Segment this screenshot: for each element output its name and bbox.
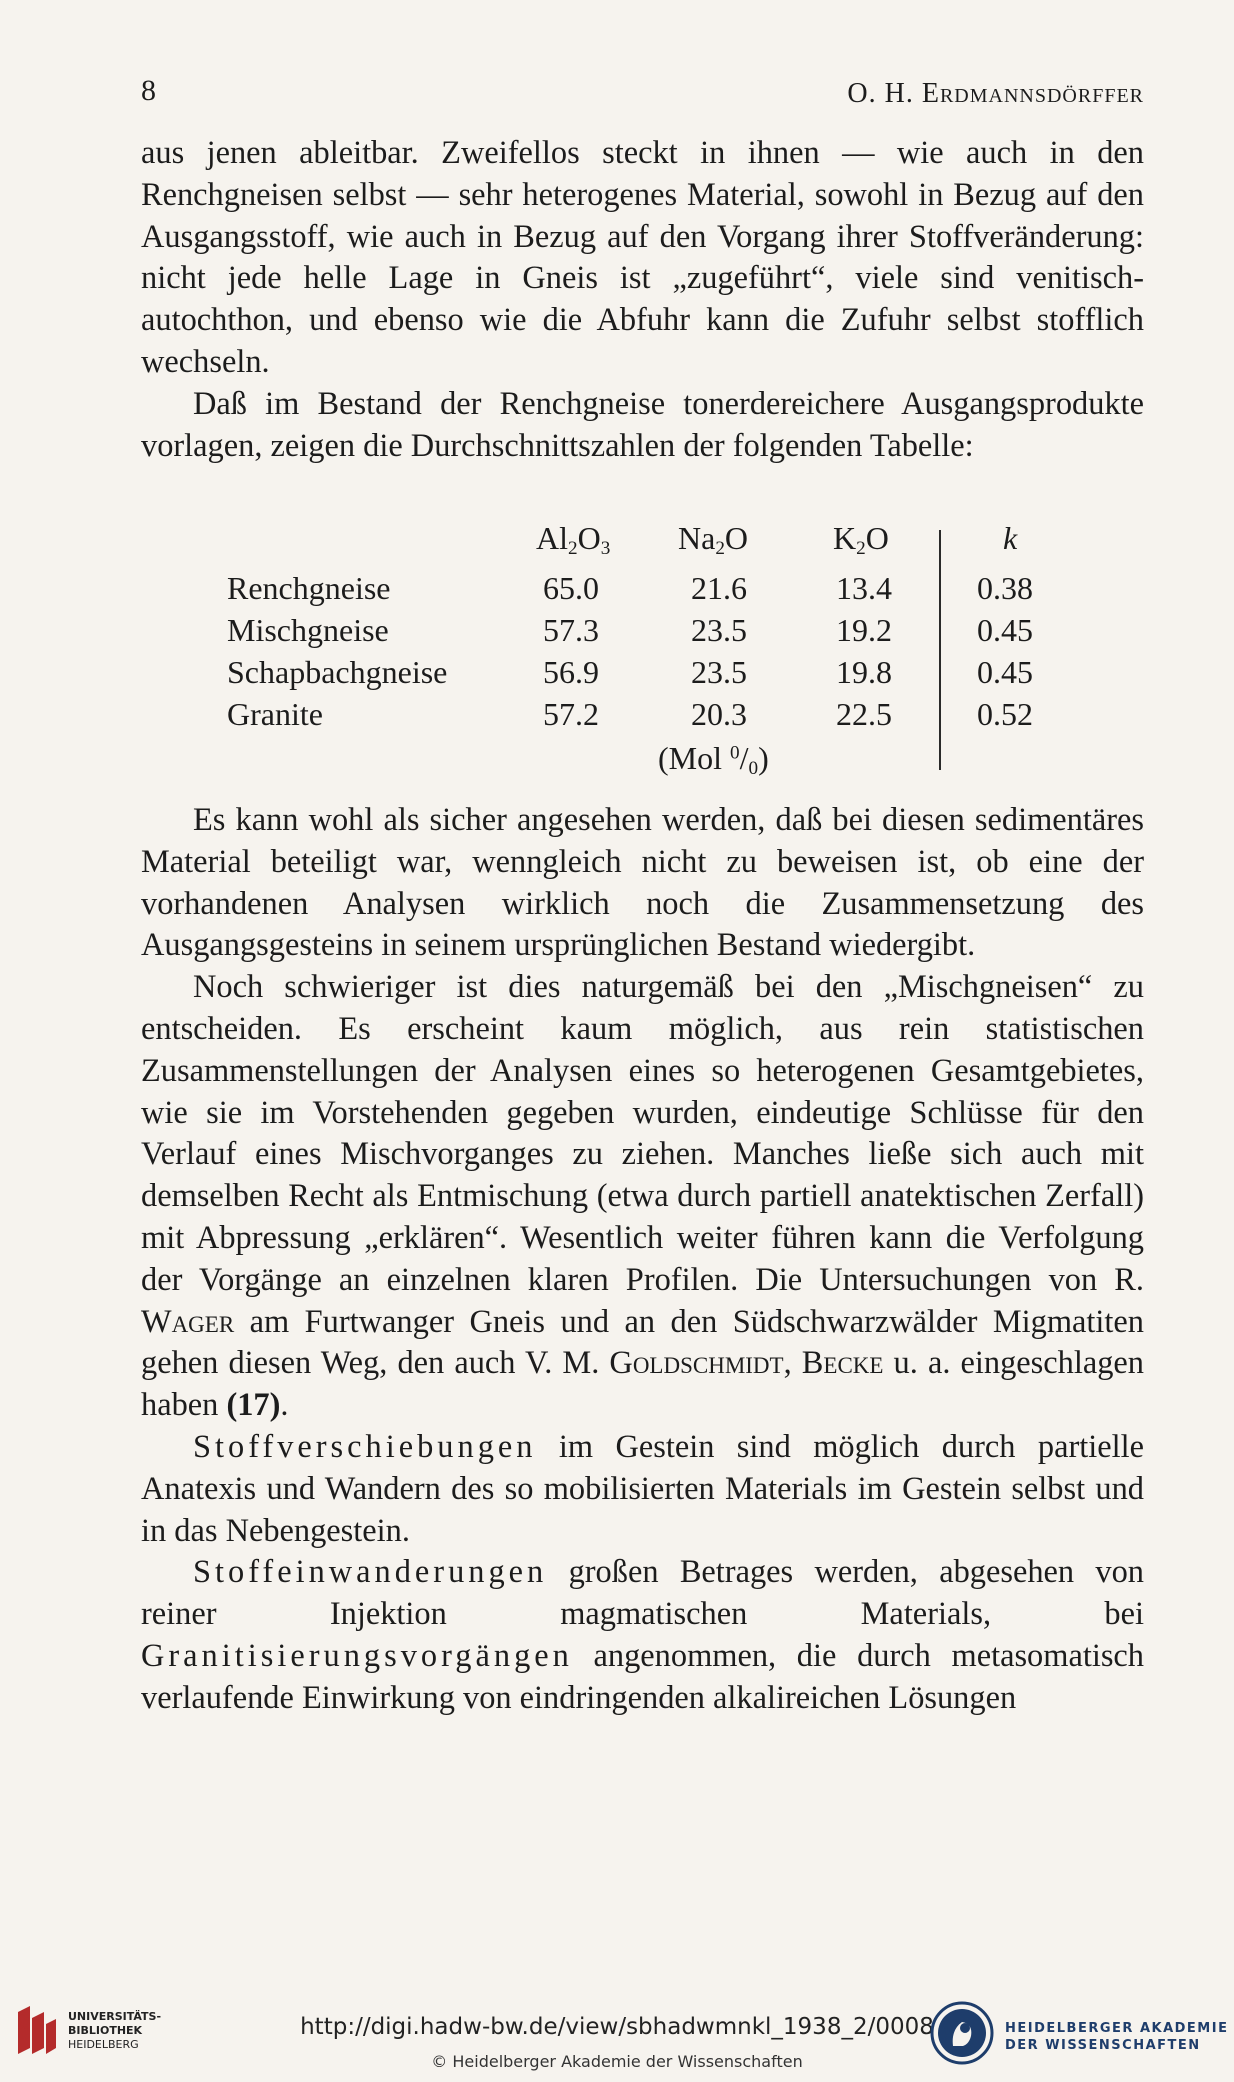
unit-label: (Mol $^0/_0$) xyxy=(658,740,769,779)
oxide-table xyxy=(225,520,1055,778)
spaced-term: Granitisierungsvorgängen xyxy=(141,1637,573,1674)
row-label: Granite xyxy=(227,696,323,732)
author-initials: O. H. xyxy=(847,78,922,109)
cell-al2o3: 57.3 xyxy=(543,612,599,648)
cell-k: 0.38 xyxy=(977,570,1033,606)
cell-na2o: 23.5 xyxy=(691,654,747,690)
page-number: 8 xyxy=(141,74,156,107)
cell-al2o3: 57.2 xyxy=(543,696,599,732)
cell-k: 0.45 xyxy=(977,612,1033,648)
author-becke: Becke xyxy=(801,1345,884,1382)
cell-al2o3: 65.0 xyxy=(543,570,599,606)
author-goldschmidt: Goldschmidt xyxy=(609,1345,784,1382)
paragraph: Noch schwieriger ist dies naturgemäß bei den „Mischgneisen“ zu entscheiden. Es erscheint kaum möglich, aus rein statistischen Zusammenstellungen der Analysen eines so heterogenen Gesamtgebietes, wie sie im Vorstehenden gegeben wurden, eindeutige Schlüsse für den Verlauf eines Mischvorganges zu ziehen. Manches ließe sich auch mit demselben Recht als Entmischung (etwa durch partiell anatektischen Zerfall) mit Abpressung „erklären“. Wesentlich weiter führen kann die Verfolgung der Vorgänge an einzelnen klaren Profilen. Die Untersuchungen von R. Wager am Furtwanger Gneis und an den Südschwarzwälder Migmatiten gehen diesen Weg, den auch V. M. Goldschmidt, Becke u. a. eingeschlagen haben (17). xyxy=(141,969,1144,1424)
copyright-notice: © Heidelberger Akademie der Wissenschaften xyxy=(431,2052,803,2071)
author-surname: Erdmannsdörffer xyxy=(921,78,1144,109)
cell-k: 0.45 xyxy=(977,654,1033,690)
paragraph: aus jenen ableitbar. Zweifellos steckt in ihnen — wie auch in den Renchgneisen selbst — sehr heterogenes Material, sowohl in Bezug auf den Ausgangsstoff, wie auch in Bezug auf den Vorgang ihrer Stoffveränderung: nicht jede helle Lage in Gneis ist „zugeführt“, viele sind venitisch-autochthon, und ebenso wie die Abfuhr kann die Zufuhr selbst stofflich wechseln. xyxy=(141,135,1144,380)
spaced-term: Stoffverschiebungen xyxy=(193,1428,537,1465)
header-na2o: $Na_2O$ xyxy=(678,520,749,559)
header-k-ratio: k xyxy=(1003,520,1018,556)
column-divider xyxy=(939,530,941,770)
academy-logo: HEIDELBERGER AKADEMIE DER WISSENSCHAFTEN xyxy=(929,2000,1214,2070)
cell-k2o: 22.5 xyxy=(836,696,892,732)
row-label: Mischgneise xyxy=(227,612,389,648)
cell-k: 0.52 xyxy=(977,696,1033,732)
paragraph: Es kann wohl als sicher angesehen werden, daß bei diesen sedimentäres Material beteiligt war, wenngleich nicht zu beweisen ist, ob eine der vorhandenen Analysen wirklich noch die Zusammensetzung des Ausgangsgesteins in seinem ursprünglichen Bestand wiedergibt. xyxy=(141,802,1144,964)
running-head xyxy=(847,78,1144,110)
author-wager: Wager xyxy=(141,1303,235,1340)
text-block-bottom xyxy=(141,800,1144,1720)
text-block-top xyxy=(141,133,1144,467)
reference-number: (17) xyxy=(226,1387,281,1424)
paragraph: Stoffverschiebungen im Gestein sind möglich durch partielle Anatexis und Wandern des so mobilisierten Materials im Gestein selbst und in das Nebengestein. xyxy=(141,1428,1144,1549)
spaced-term: Stoffeinwanderungen xyxy=(193,1554,548,1591)
row-label: Renchgneise xyxy=(227,570,391,606)
row-label: Schapbachgneise xyxy=(227,654,448,690)
cell-k2o: 13.4 xyxy=(836,570,892,606)
cell-al2o3: 56.9 xyxy=(543,654,599,690)
paragraph: Stoffeinwanderungen großen Betrages werden, abgesehen von reiner Injektion magmatischen Materials, bei Granitisierungsvorgängen angenommen, die durch metasomatisch verlaufende Einwirkung von eindringenden alkalireichen Lösungen xyxy=(141,1554,1144,1716)
cell-na2o: 21.6 xyxy=(691,570,747,606)
cell-k2o: 19.2 xyxy=(836,612,892,648)
header-k2o: $K_2O$ xyxy=(833,520,889,559)
footer-bar: UNIVERSITÄTS- BIBLIOTHEK HEIDELBERG http://digi.hadw-bw.de/view/sbhadwmnkl_1938_2/0008 © Heidelberger Akademie der Wissenschaften HEIDELBERGER AKADEMIE DER WISSENSCHAFTEN xyxy=(0,1992,1234,2082)
cell-na2o: 20.3 xyxy=(691,696,747,732)
cell-k2o: 19.8 xyxy=(836,654,892,690)
academy-seal-icon xyxy=(929,2000,995,2066)
cell-na2o: 23.5 xyxy=(691,612,747,648)
header-al2o3: $Al_2O_3$ xyxy=(536,520,611,559)
paragraph: Daß im Bestand der Renchgneise tonerdereichere Ausgangsprodukte vorlagen, zeigen die Durchschnittszahlen der folgenden Tabelle: xyxy=(141,385,1144,464)
permalink-url[interactable]: http://digi.hadw-bw.de/view/sbhadwmnkl_1938_2/0008 xyxy=(300,2014,934,2040)
